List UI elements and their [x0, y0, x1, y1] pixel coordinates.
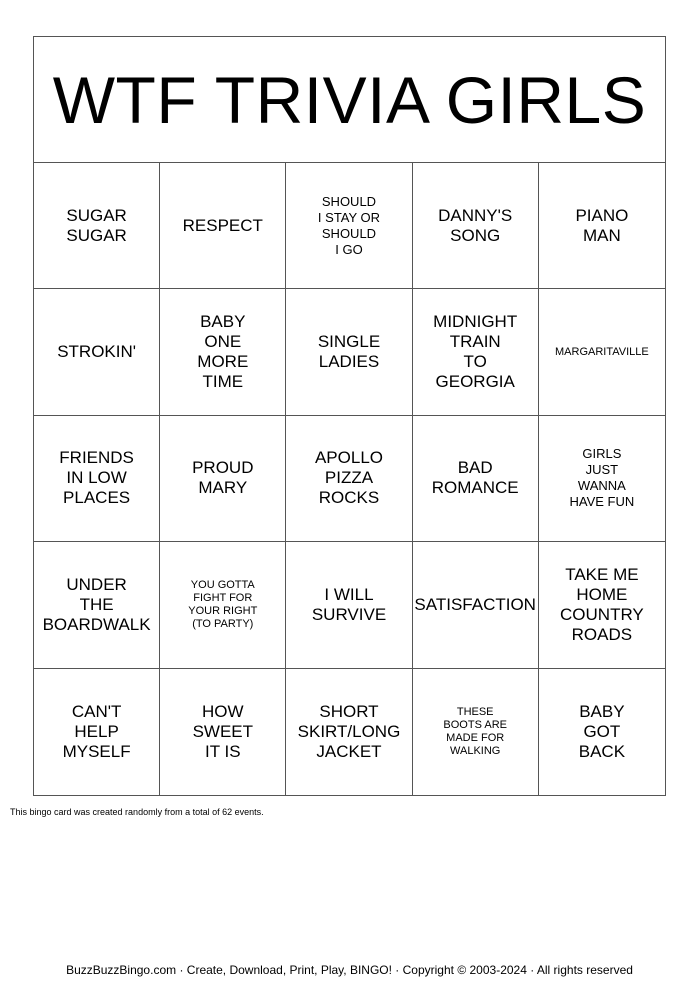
bingo-cell: STROKIN' [34, 289, 160, 415]
card-note: This bingo card was created randomly from a total of 62 events. [10, 807, 264, 817]
bingo-cell: PIANO MAN [539, 163, 665, 289]
bingo-cell: FRIENDS IN LOW PLACES [34, 416, 160, 542]
bingo-cell: BABY ONE MORE TIME [160, 289, 286, 415]
card-title: WTF TRIVIA GIRLS [34, 37, 665, 163]
bingo-cell: SATISFACTION [413, 542, 539, 668]
bingo-cell: BABY GOT BACK [578, 701, 626, 761]
bingo-cell: CAN'T HELP MYSELF [34, 669, 160, 795]
bingo-cell: SHORT SKIRT/LONG JACKET [286, 669, 412, 795]
bingo-grid [34, 163, 665, 795]
bingo-cell: GIRLS JUST WANNA HAVE FUN [539, 416, 665, 542]
bingo-cell: YOU GOTTA FIGHT FOR YOUR RIGHT (TO PARTY) [160, 542, 286, 668]
bingo-cell: MARGARITAVILLE [539, 289, 665, 415]
footer: BuzzBuzzBingo.com · Create, Download, Print, Play, BINGO! · Copyright © 2003-2024 · All rights reserved [66, 963, 633, 977]
bingo-cell: SHOULD I STAY OR SHOULD I GO [286, 163, 412, 289]
bingo-cell: TAKE ME HOME COUNTRY ROADS [539, 542, 665, 668]
bingo-cell: HOW SWEET IT IS [160, 669, 286, 795]
bingo-cell: MIDNIGHT TRAIN TO GEORGIA [413, 289, 539, 415]
bingo-cell: THESE BOOTS ARE MADE FOR WALKING [413, 669, 539, 795]
bingo-cell: SINGLE LADIES [286, 289, 412, 415]
bingo-cell: RESPECT [160, 163, 286, 289]
bingo-cell: I WILL SURVIVE [286, 542, 412, 668]
bingo-cell: DANNY'S SONG [413, 163, 539, 289]
bingo-cell: APOLLO PIZZA ROCKS [286, 416, 412, 542]
bingo-cell: PROUD MARY [160, 416, 286, 542]
bingo-cell: SUGAR SUGAR [34, 163, 160, 289]
bingo-cell: UNDER THE BOARDWALK [34, 542, 160, 668]
bingo-card [33, 36, 666, 796]
bingo-cell: BAD ROMANCE [413, 416, 539, 542]
